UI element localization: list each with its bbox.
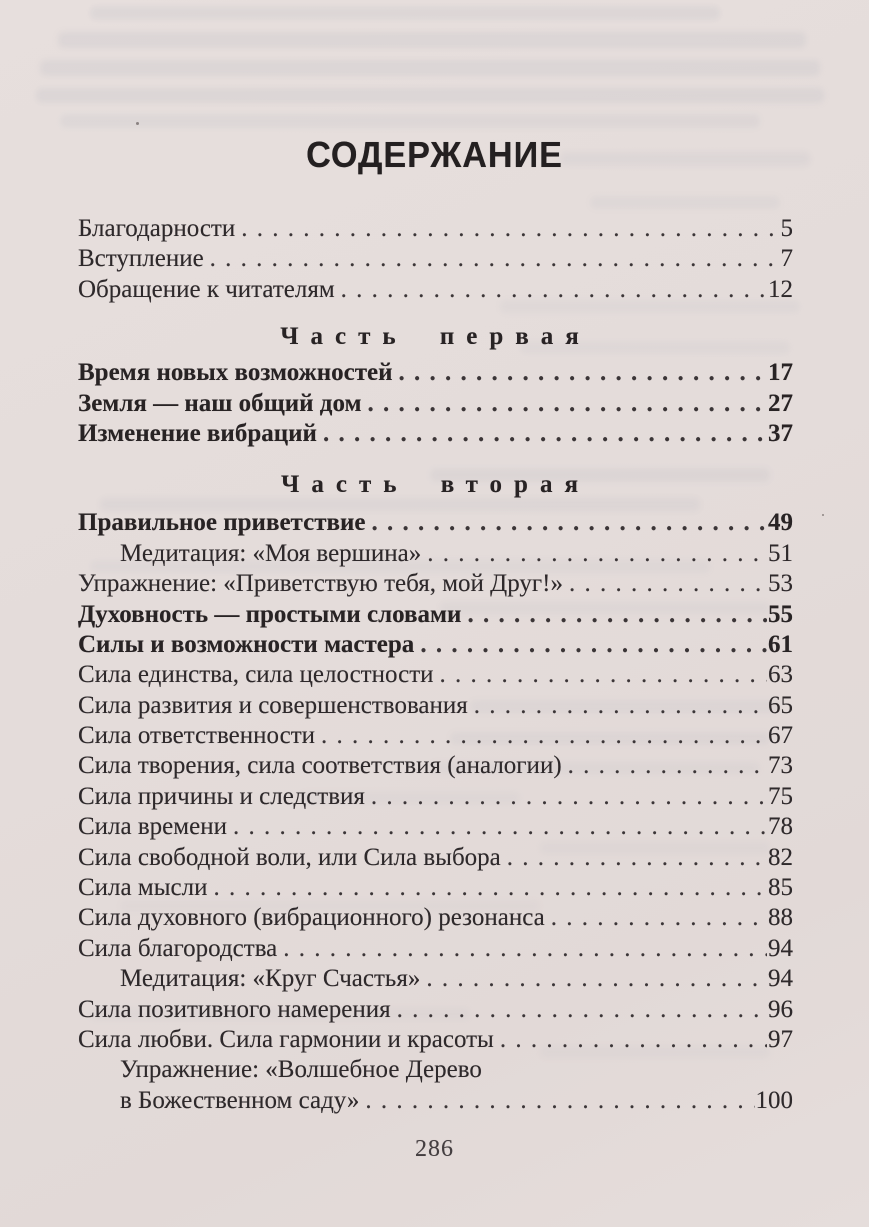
toc-entry bbox=[78, 389, 793, 419]
bleed-through-artifact bbox=[58, 32, 806, 48]
toc-entry bbox=[78, 630, 793, 660]
entry-label: Время новых возможностей bbox=[78, 359, 393, 387]
toc-entry bbox=[78, 214, 793, 244]
toc-list bbox=[78, 214, 793, 1116]
entry-page-number: 17 bbox=[768, 359, 793, 387]
entry-page-number: 75 bbox=[768, 782, 793, 810]
toc-entry bbox=[78, 275, 793, 305]
scan-dust-speck bbox=[136, 122, 139, 125]
entry-page-number: 100 bbox=[755, 1086, 793, 1114]
entry-label: Медитация: «Круг Счастья» bbox=[120, 965, 421, 993]
entry-page-number: 27 bbox=[768, 389, 793, 417]
scan-dust-speck bbox=[822, 514, 824, 516]
entry-page-number: 94 bbox=[768, 934, 793, 962]
entry-page-number: 63 bbox=[768, 661, 793, 689]
entry-label: Обращение к читателям bbox=[78, 275, 335, 303]
toc-entry bbox=[78, 691, 793, 721]
toc-entry bbox=[78, 660, 793, 690]
entry-label: Вступление bbox=[78, 245, 204, 273]
dot-leader bbox=[368, 389, 768, 419]
dot-leader bbox=[341, 275, 767, 305]
bleed-through-artifact bbox=[36, 88, 824, 103]
toc-entry bbox=[78, 995, 793, 1025]
dot-leader bbox=[568, 751, 767, 781]
entry-label: Сила развития и совершенствования bbox=[78, 691, 468, 719]
entry-page-number: 73 bbox=[768, 752, 793, 780]
toc-entry bbox=[78, 721, 793, 751]
dot-leader bbox=[365, 1086, 754, 1116]
entry-page-number: 96 bbox=[768, 995, 793, 1023]
dot-leader bbox=[321, 721, 767, 751]
page-number: 286 bbox=[415, 1136, 454, 1162]
dot-leader bbox=[426, 964, 767, 994]
toc-entry bbox=[78, 782, 793, 812]
entry-label: Сила духовного (вибрационного) резонанса bbox=[78, 904, 545, 932]
toc-entry bbox=[78, 358, 793, 388]
entry-label: Земля — наш общий дом bbox=[78, 389, 362, 417]
entry-page-number: 7 bbox=[780, 245, 793, 273]
entry-page-number: 97 bbox=[768, 1025, 793, 1053]
entry-label: Сила свободной воли, или Сила выбора bbox=[78, 843, 501, 871]
dot-leader bbox=[440, 660, 767, 690]
dot-leader bbox=[233, 812, 767, 842]
entry-page-number: 82 bbox=[768, 843, 793, 871]
entry-page-number: 53 bbox=[768, 570, 793, 598]
entry-page-number: 88 bbox=[768, 904, 793, 932]
toc-entry bbox=[78, 1025, 793, 1055]
entry-label: Правильное приветствие bbox=[78, 509, 366, 537]
dot-leader bbox=[213, 873, 767, 903]
entry-label: Благодарности bbox=[78, 215, 236, 242]
toc-entry bbox=[78, 508, 793, 538]
toc-entry bbox=[78, 600, 793, 630]
toc-entry bbox=[78, 843, 793, 873]
entry-label: Сила времени bbox=[78, 813, 227, 841]
entry-label: Сила мысли bbox=[78, 874, 208, 902]
dot-leader bbox=[399, 358, 767, 388]
entry-label: Изменение вибраций bbox=[78, 419, 317, 447]
entry-label: Сила благородства bbox=[78, 934, 278, 962]
toc-entry bbox=[78, 244, 793, 274]
entry-page-number: 61 bbox=[768, 630, 793, 658]
bleed-through-artifact bbox=[40, 60, 820, 76]
toc-entry bbox=[78, 1055, 793, 1085]
entry-page-number: 78 bbox=[768, 813, 793, 841]
entry-page-number: 12 bbox=[768, 275, 793, 303]
entry-page-number: 94 bbox=[768, 965, 793, 993]
toc-entry bbox=[78, 873, 793, 903]
entry-label: Упражнение: «Волшебное Дерево bbox=[120, 1056, 482, 1084]
dot-leader bbox=[507, 843, 767, 873]
toc-entry bbox=[78, 812, 793, 842]
entry-label: Сила единства, сила целостности bbox=[78, 661, 434, 689]
entry-label: Сила позитивного намерения bbox=[78, 995, 391, 1023]
dot-leader bbox=[474, 691, 767, 721]
entry-label: Упражнение: «Приветствую тебя, мой Друг!» bbox=[78, 570, 563, 598]
dot-leader bbox=[283, 934, 767, 964]
entry-label: Сила причины и следствия bbox=[78, 782, 365, 810]
bleed-through-artifact bbox=[60, 114, 760, 128]
dot-leader bbox=[569, 569, 767, 599]
entry-label: Духовность — простыми словами bbox=[78, 600, 462, 628]
entry-page-number: 37 bbox=[768, 419, 793, 447]
entry-label: Сила любви. Сила гармонии и красоты bbox=[78, 1025, 494, 1053]
toc-entry bbox=[78, 1086, 793, 1116]
dot-leader bbox=[241, 214, 779, 244]
entry-page-number: 65 bbox=[768, 691, 793, 719]
bleed-through-artifact bbox=[590, 196, 780, 209]
dot-leader bbox=[323, 419, 767, 449]
dot-leader bbox=[500, 1025, 767, 1055]
page-title: СОДЕРЖАНИЕ bbox=[306, 134, 563, 175]
entry-page-number: 51 bbox=[768, 539, 793, 567]
toc-entry bbox=[78, 964, 793, 994]
dot-leader bbox=[372, 508, 767, 538]
entry-page-number: 67 bbox=[768, 722, 793, 750]
entry-label: Сила творения, сила соответствия (аналогии) bbox=[78, 752, 562, 780]
entry-label: в Божественном саду» bbox=[120, 1086, 360, 1114]
part-heading: Часть вторая bbox=[281, 471, 590, 499]
toc-entry bbox=[78, 419, 793, 449]
bleed-through-artifact bbox=[90, 6, 720, 20]
entry-label: Медитация: «Моя вершина» bbox=[120, 539, 422, 567]
toc-entry bbox=[78, 751, 793, 781]
entry-page-number: 85 bbox=[768, 874, 793, 902]
toc-entry bbox=[78, 934, 793, 964]
part-heading: Часть первая bbox=[280, 323, 591, 351]
entry-label: Силы и возможности мастера bbox=[78, 630, 415, 658]
dot-leader bbox=[371, 782, 767, 812]
entry-page-number: 55 bbox=[768, 600, 793, 628]
toc-entry bbox=[78, 569, 793, 599]
entry-label: Сила ответственности bbox=[78, 722, 316, 750]
dot-leader bbox=[467, 600, 767, 630]
dot-leader bbox=[551, 903, 767, 933]
dot-leader bbox=[420, 630, 767, 660]
toc-entry bbox=[78, 539, 793, 569]
toc-entry bbox=[78, 903, 793, 933]
entry-page-number: 49 bbox=[768, 509, 793, 537]
entry-page-number: 5 bbox=[780, 215, 793, 242]
dot-leader bbox=[210, 244, 780, 274]
dot-leader bbox=[397, 995, 767, 1025]
dot-leader bbox=[427, 539, 767, 569]
